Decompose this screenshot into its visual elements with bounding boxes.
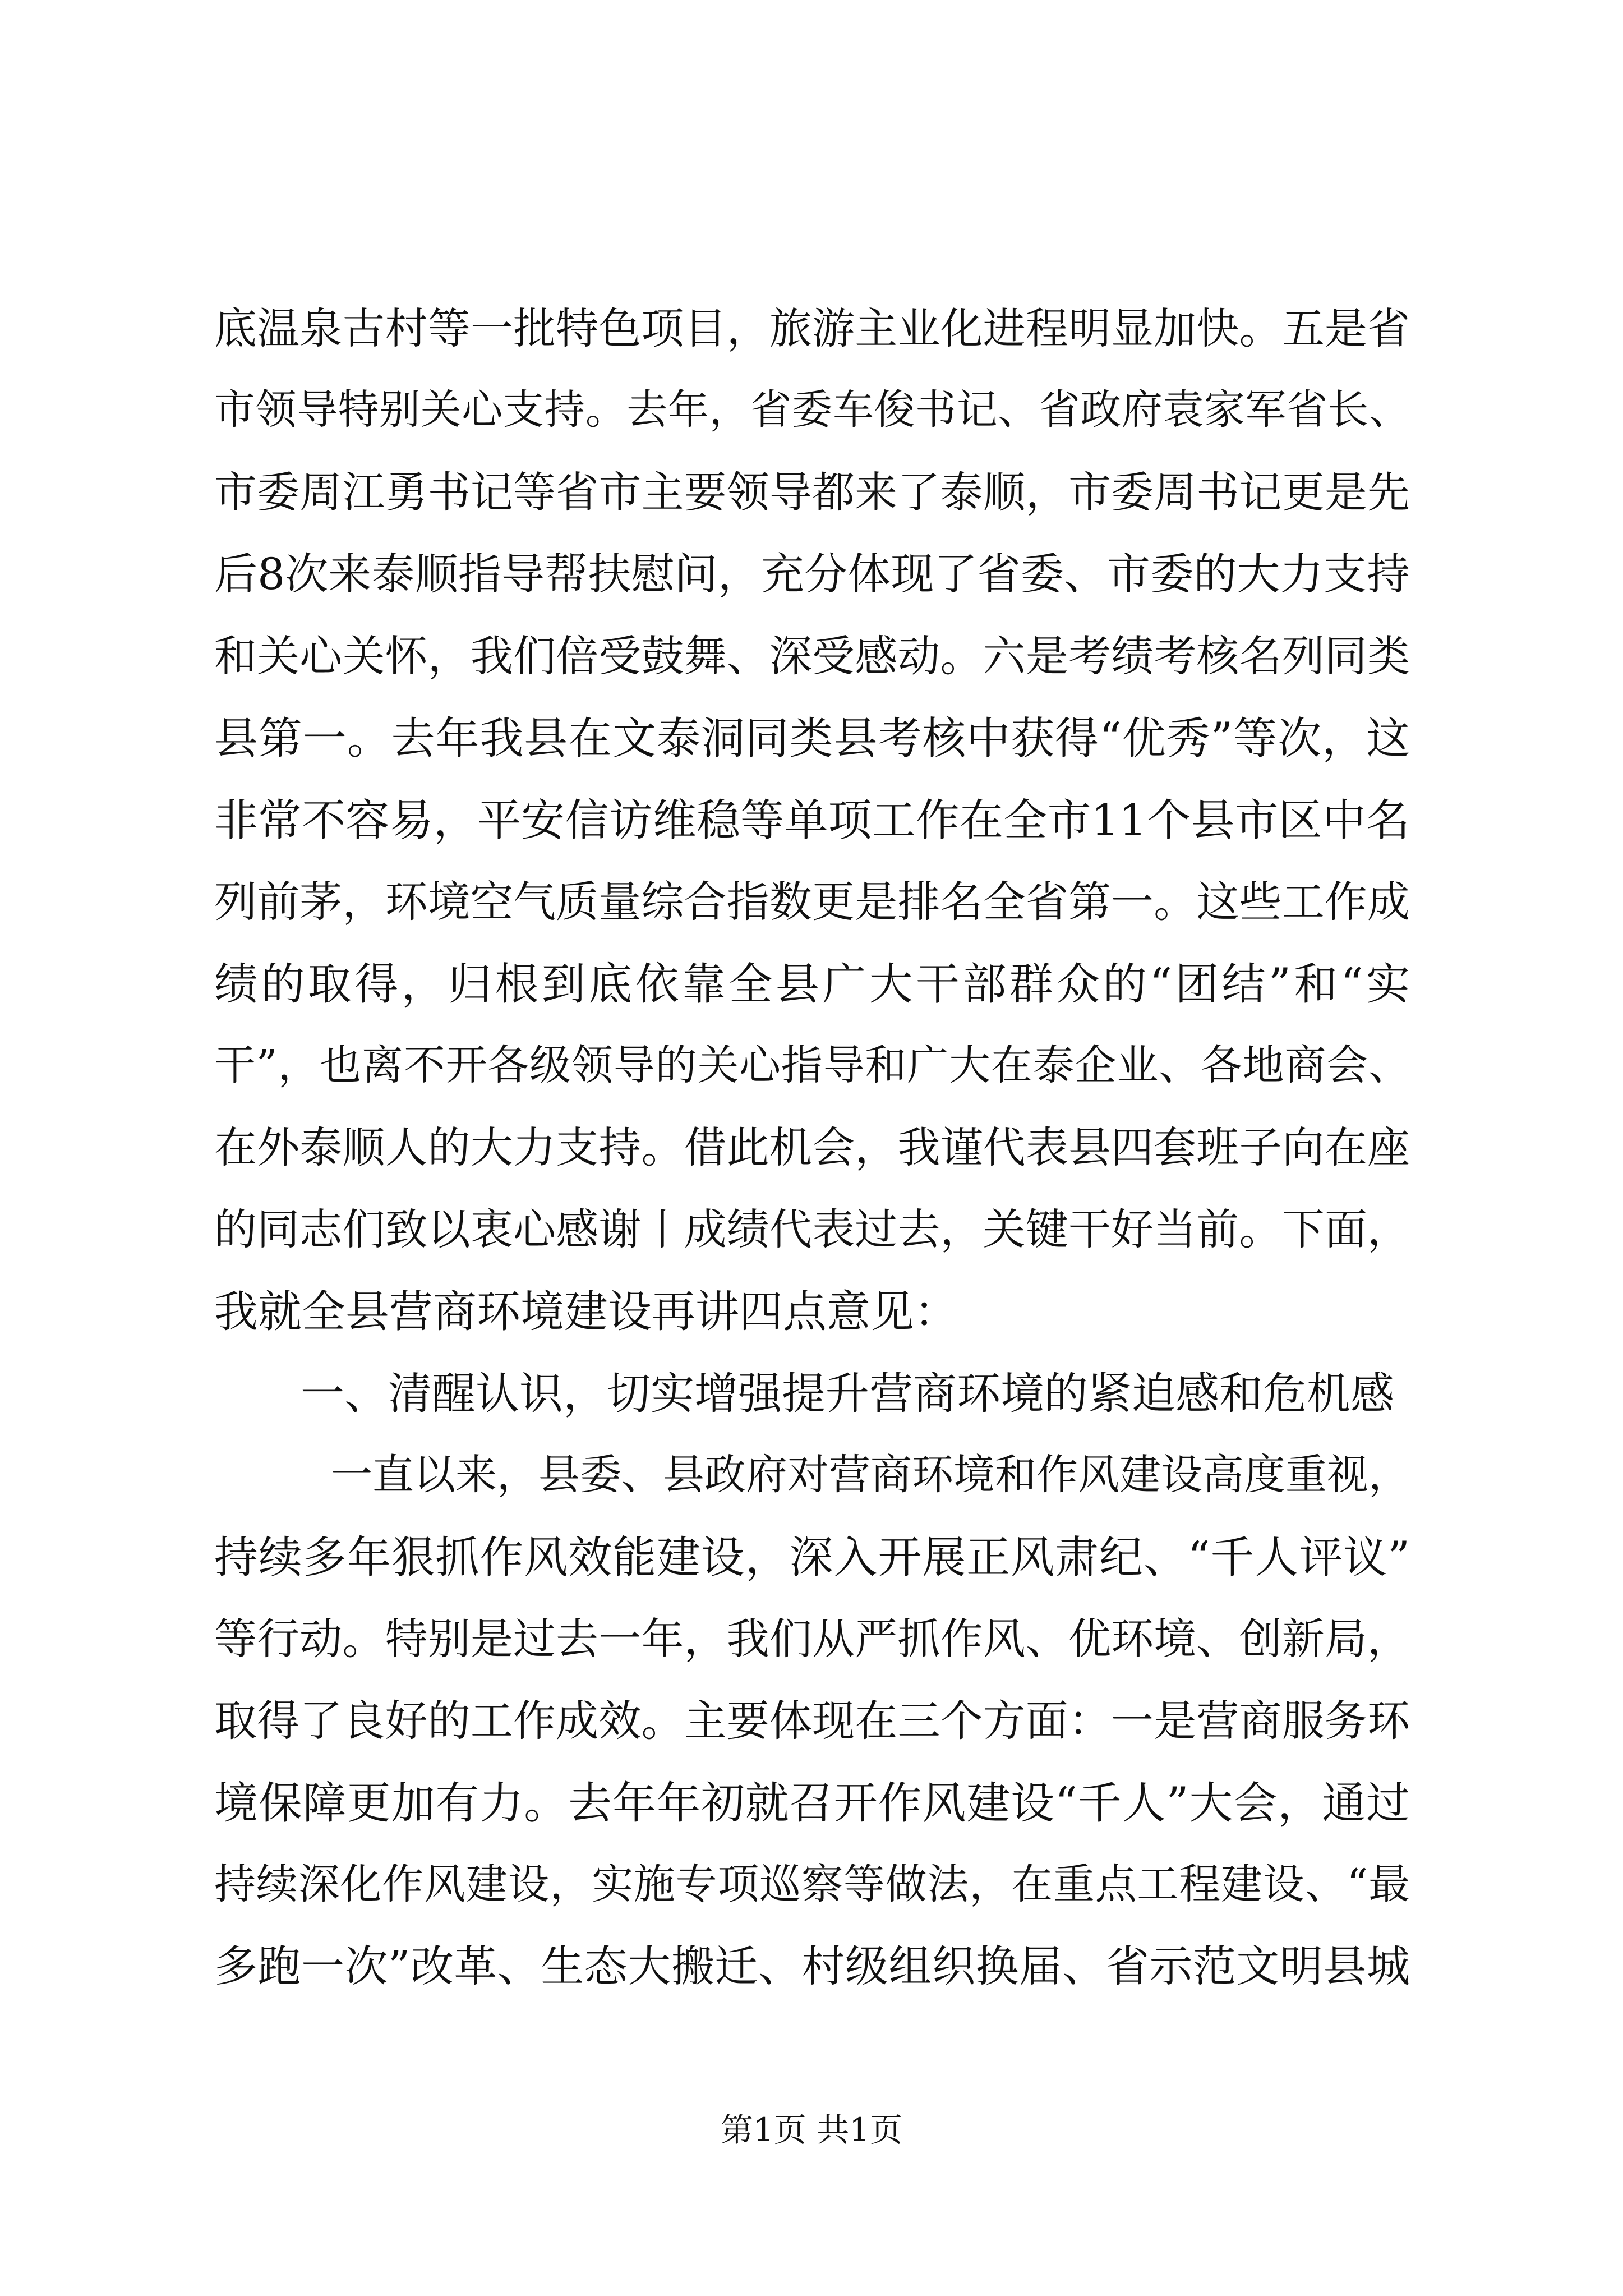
body-line: 非常不容易，平安信访维稳等单项工作在全市11个县市区中名 [214,795,1410,846]
body-line: 等行动。特别是过去一年，我们从严抓作风、优环境、创新局， [214,1614,1410,1664]
body-line: 在外泰顺人的大力支持。借此机会，我谨代表县四套班子向在座 [214,1122,1410,1172]
section-heading: 一、清醒认识，切实增强提升营商环境的紧迫感和危机感 [301,1369,1395,1419]
body-line: 县第一。去年我县在文泰洞同类县考核中获得“优秀”等次，这 [214,714,1410,764]
body-line: 多跑一次”改革、生态大搬迁、村级组织换届、省示范文明县城 [214,1942,1410,1992]
body-line: 取得了良好的工作成效。主要体现在三个方面：一是营商服务环 [214,1696,1410,1746]
body-line: 市委周江勇书记等省市主要领导都来了泰顺，市委周书记更是先 [214,467,1410,517]
body-line: 我就全县营商环境建设再讲四点意见： [214,1287,958,1337]
body-line: 持续深化作风建设，实施专项巡察等做法，在重点工程建设、“最 [214,1860,1410,1908]
body-line: 绩的取得，归根到底依靠全县广大干部群众的“团结”和“实 [214,959,1410,1010]
body-line: 底温泉古村等一批特色项目，旅游主业化进程明显加快。五是省 [214,303,1410,353]
body-line: 的同志们致以衷心感谢丨成绩代表过去，关键干好当前。下面， [214,1204,1410,1254]
body-line: 列前茅，环境空气质量综合指数更是排名全省第一。这些工作成 [214,877,1410,927]
body-line: 干”，也离不开各级领导的关心指导和广大在泰企业、各地商会、 [214,1041,1410,1089]
body-line: 一直以来，县委、县政府对营商环境和作风建设高度重视， [331,1451,1410,1499]
page-footer: 第1页 共1页 [720,2111,903,2149]
body-line: 市领导特别关心支持。去年，省委车俊书记、省政府袁家军省长、 [214,386,1410,434]
body-line: 后8次来泰顺指导帮扶慰问，充分体现了省委、市委的大力支持 [214,550,1410,600]
body-line: 持续多年狠抓作风效能建设，深入开展正风肃纪、“千人评议” [214,1533,1410,1583]
body-line: 和关心关怀，我们倍受鼓舞、深受感动。六是考绩考核名列同类 [214,631,1410,681]
body-line: 境保障更加有力。去年年初就召开作风建设“千人”大会，通过 [214,1778,1410,1829]
